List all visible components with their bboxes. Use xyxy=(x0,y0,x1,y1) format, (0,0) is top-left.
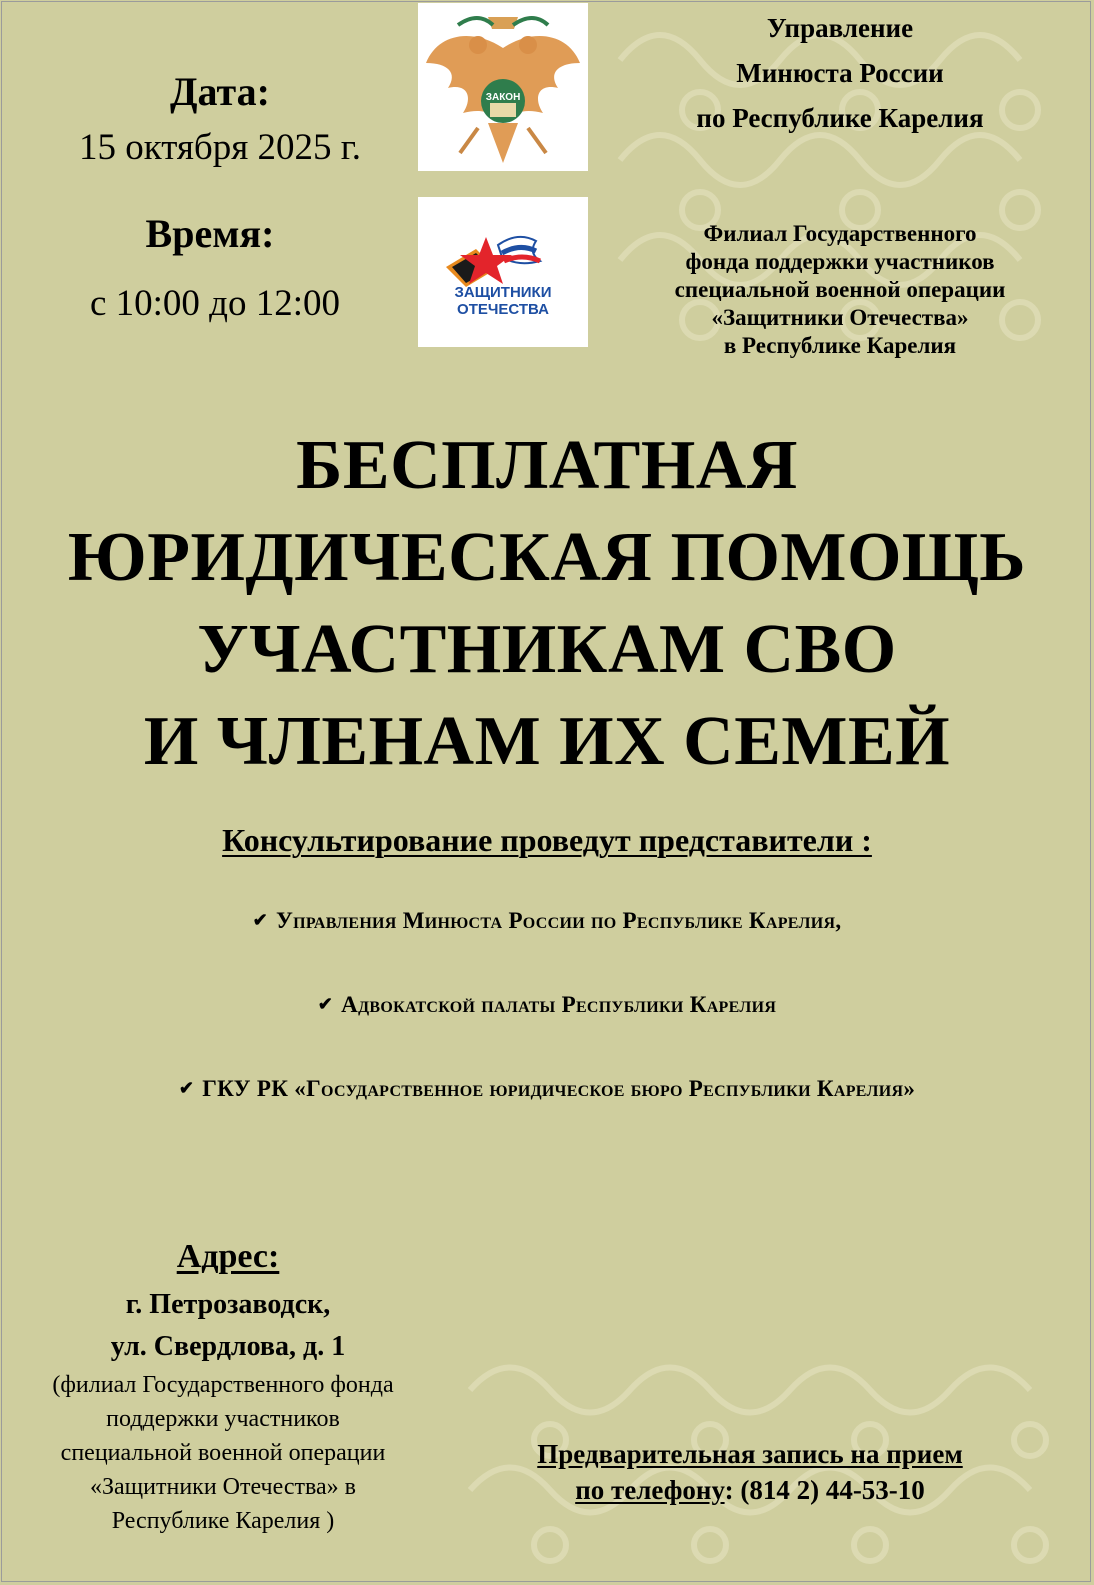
consult-title: Консультирование проведут представители : xyxy=(222,822,872,858)
branch-line-3: специальной военной операции xyxy=(674,277,1006,302)
address-note-line-5: Республике Карелия ) xyxy=(111,1508,335,1534)
booking-line-1: Предварительная запись на прием xyxy=(537,1439,963,1469)
defenders-logo-line1: ЗАЩИТНИКИ xyxy=(454,284,552,301)
address-street: ул. Свердлова, д. 1 xyxy=(110,1331,346,1362)
ministry-org-name xyxy=(630,6,1050,141)
address-title: Адрес: xyxy=(176,1238,280,1275)
ministry-line-2: Минюста России xyxy=(736,58,944,88)
double-headed-eagle-emblem-icon xyxy=(418,3,588,171)
defenders-logo xyxy=(418,197,588,347)
date-value: 15 октября 2025 г. xyxy=(78,127,362,168)
address-note-line-4: «Защитники Отечества» в xyxy=(89,1474,356,1500)
booking-phone-link: по телефону xyxy=(575,1475,725,1505)
address-note-line-2: поддержки участников xyxy=(106,1406,340,1432)
headline-line-3: УЧАСТНИКАМ СВО xyxy=(197,611,897,688)
headline-line-2: ЮРИДИЧЕСКАЯ ПОМОЩЬ xyxy=(67,519,1027,596)
headline-line-1: БЕСПЛАТНАЯ xyxy=(296,427,798,504)
address-note-line-3: специальной военной операции xyxy=(60,1440,386,1466)
branch-line-1: Филиал Государственного xyxy=(703,221,977,246)
defenders-logo-line2: ОТЕЧЕСТВА xyxy=(457,301,549,318)
checkmark-icon: ✔ xyxy=(178,1078,195,1098)
branch-line-2: фонда поддержки участников xyxy=(685,249,995,274)
consult-item xyxy=(0,908,1094,934)
headline xyxy=(0,420,1094,788)
branch-line-4: «Защитники Отечества» xyxy=(711,305,969,330)
branch-line-5: в Республике Карелия xyxy=(723,333,957,358)
consult-item xyxy=(0,1076,1094,1102)
branch-org-name xyxy=(620,220,1060,360)
date-label: Дата: xyxy=(170,69,270,114)
booking-line-2 xyxy=(480,1472,1020,1508)
ministry-line-3: по Республике Карелия xyxy=(696,103,984,133)
emblem-text: ЗАКОН xyxy=(485,92,521,103)
address-note xyxy=(0,1368,446,1538)
address-lines xyxy=(0,1284,456,1368)
ministry-line-1: Управление xyxy=(766,13,914,43)
checkmark-icon: ✔ xyxy=(317,994,334,1014)
consult-item-text: Адвокатской палаты Республики Карелия xyxy=(341,992,777,1017)
address-city: г. Петрозаводск, xyxy=(125,1289,331,1320)
checkmark-icon: ✔ xyxy=(252,910,268,930)
consult-item-text: ГКУ РК «Государственное юридическое бюро Республики Карелия» xyxy=(202,1076,916,1101)
defenders-of-fatherland-star-icon xyxy=(418,197,588,347)
time-value: с 10:00 до 12:00 xyxy=(89,283,341,324)
headline-line-4: И ЧЛЕНАМ ИХ СЕМЕЙ xyxy=(143,703,951,780)
ministry-emblem-logo xyxy=(418,3,588,171)
booking-info xyxy=(480,1436,1020,1508)
address-note-line-1: (филиал Государственного фонда xyxy=(52,1372,394,1398)
consult-item xyxy=(0,992,1094,1018)
time-label: Время: xyxy=(145,211,275,256)
booking-phone-number: : (814 2) 44-53-10 xyxy=(724,1475,925,1505)
consult-item-text: Управления Минюста России по Республике Карелия, xyxy=(275,908,842,933)
